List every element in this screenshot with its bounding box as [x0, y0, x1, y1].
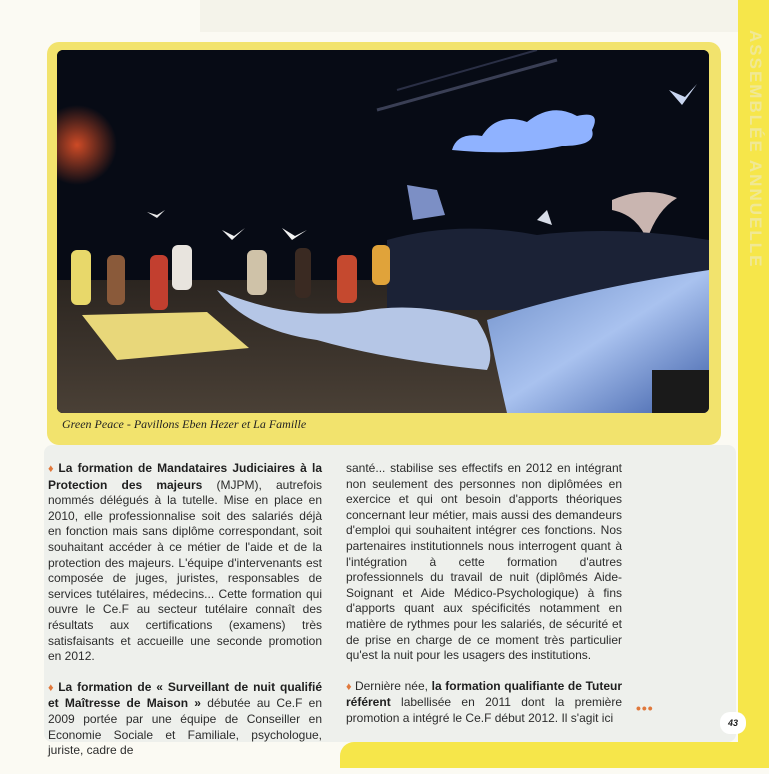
paragraph-sante [346, 461, 622, 664]
left-column [48, 461, 322, 774]
paragraph-bold: la formation qualifiante de Tuteur référent [346, 678, 623, 710]
paragraph-tuteur [346, 679, 622, 727]
diamond-bullet-icon: ♦ [48, 463, 56, 475]
top-paper-strip [200, 0, 740, 32]
diamond-bullet-icon: ♦ [346, 680, 352, 693]
side-title: ASSEMBLÉE ANNUELLE [746, 30, 765, 269]
paragraph-mjpm [48, 461, 322, 665]
paragraph-text: débutée au Ce.F en 2009 portée par une équipe de Conseiller en Economie Sociale et Familiale, psychologue, juriste, cadre de [48, 696, 322, 758]
paragraph-bold: La formation de Mandataires Judiciaires à la Protection des majeurs [48, 461, 322, 492]
right-column [346, 461, 622, 742]
photo-caption: Green Peace - Pavillons Eben Hezer et La Famille [62, 417, 307, 431]
paragraph-text: santé... stabilise ses effectifs en 2012 en intégrant non seulement des personnes non diplômées en exercice et qui ont besoin d'apports théoriques concernant leur métier, mais aussi des demandeurs d'emploi qui souhaitent intégrer ces fonctions. Nos partenaires institutionnels nous interrogent quant à l'intégration à cette formation d'autres professionnels du travail de nuit (diplômés Aide-Soignant et Aide Médico-Psychologique) à fins d'apports quant aux spécificités notamment en matière de rythmes pour les salariés, de sécurité et de prise en charge de ce moment très particulier qu'est la nuit pour les usagers des institutions. [346, 461, 622, 663]
photo-greenpeace-scene [57, 50, 709, 413]
diamond-bullet-icon: ♦ [48, 681, 56, 694]
paragraph-text: labellisée en 2011 dont la première promotion a intégré le Ce.F début 2012. Il s'agit ici [346, 695, 622, 725]
paragraph-surveillant [48, 680, 322, 759]
paragraph-bold: La formation de « Surveillant de nuit qualifié et Maîtresse de Maison » [48, 679, 322, 711]
paragraph-lead: Dernière née, [354, 678, 432, 693]
bottom-yellow-band [340, 742, 740, 768]
page-number: 43 [720, 712, 746, 734]
paragraph-text: (MJPM), autrefois nommés délégués à la tutelle. Mise en place en 2010, elle professionnalise soit des salariés déjà en fonction mais sans diplôme correspondant, soit souhaitant accéder à ce métier de l'aide et de la protection des majeurs. L'équipe d'intervenants est composée de juges, juristes, responsables de services tutélaires, médecins... Cette formation qui ouvre le Ce.F au secteur tutélaire connaît des résultats aux certifications (examens) très satisfaisants et accueille une seconde promotion en 2012. [48, 477, 322, 664]
continue-dots: ••• [636, 700, 654, 716]
